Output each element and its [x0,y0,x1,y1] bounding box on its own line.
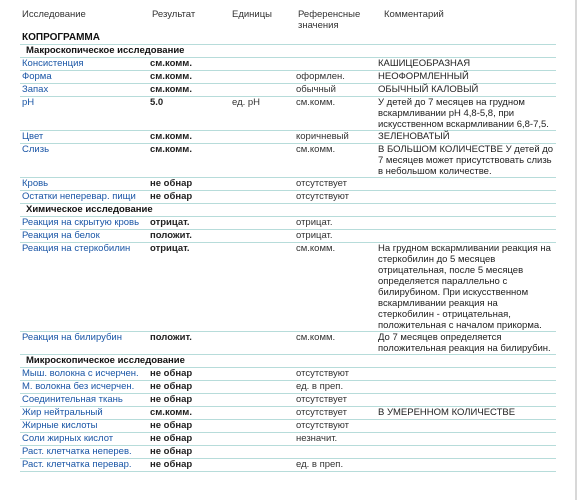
table-row [20,84,556,97]
test-ref: отрицат. [294,230,376,243]
test-comment [376,178,556,191]
test-ref: коричневый [294,131,376,144]
test-ref: отсутствуют [294,191,376,204]
test-result: см.комм. [148,144,230,178]
test-unit [230,407,294,420]
test-comment [376,381,556,394]
test-comment: ОБЫЧНЫЙ КАЛОВЫЙ [376,84,556,97]
test-ref: ед. в преп. [294,459,376,472]
test-result: не обнар [148,178,230,191]
test-result: отрицат. [148,243,230,332]
table-row [20,368,556,381]
test-ref: оформлен. [294,71,376,84]
table-row [20,217,556,230]
header-result: Результат [152,9,196,20]
test-name: Жир нейтральный [20,407,148,420]
test-name: Форма [20,71,148,84]
test-comment: КАШИЦЕОБРАЗНАЯ [376,58,556,71]
test-name: Реакция на стеркобилин [20,243,148,332]
test-result: не обнар [148,394,230,407]
test-name: Реакция на белок [20,230,148,243]
test-comment: До 7 месяцев определяется положительная реакция на билирубин. [376,332,556,355]
test-result: не обнар [148,368,230,381]
test-unit [230,332,294,355]
test-ref: отсутствует [294,178,376,191]
table-row [20,144,556,178]
test-unit [230,144,294,178]
test-unit [230,243,294,332]
table-row [20,394,556,407]
test-result: отрицат. [148,217,230,230]
test-name: Цвет [20,131,148,144]
test-comment: У детей до 7 месяцев на грудном вскармливании pH 4,8-5,8, при искусственном вскармливании 6,8-7,5. [376,97,556,131]
test-result: не обнар [148,381,230,394]
section-row [20,355,556,368]
test-ref: отрицат. [294,217,376,230]
test-ref: см.комм. [294,243,376,332]
test-name: Мыш. волокна с исчерчен. [20,368,148,381]
table-row [20,58,556,71]
test-comment [376,459,556,472]
test-unit [230,394,294,407]
table-row [20,407,556,420]
test-ref: незначит. [294,433,376,446]
test-name: Реакция на скрытую кровь [20,217,148,230]
test-unit [230,230,294,243]
test-ref: ед. в преп. [294,381,376,394]
section-macro: Макроскопическое исследование [20,45,556,58]
test-unit [230,420,294,433]
table-row [20,230,556,243]
test-comment [376,420,556,433]
test-name: Слизь [20,144,148,178]
header-comment: Комментарий [384,9,444,20]
test-ref [294,446,376,459]
test-name: Консистенция [20,58,148,71]
table-row [20,420,556,433]
test-unit [230,459,294,472]
section-chem: Химическое исследование [20,204,556,217]
test-name: Остатки неперевар. пищи [20,191,148,204]
title-row [20,32,556,45]
table-row [20,332,556,355]
test-comment [376,368,556,381]
test-result: положит. [148,230,230,243]
test-ref: см.комм. [294,332,376,355]
test-comment [376,191,556,204]
test-comment [376,446,556,459]
test-comment: ЗЕЛЕНОВАТЫЙ [376,131,556,144]
test-unit [230,381,294,394]
test-comment [376,394,556,407]
test-unit [230,446,294,459]
test-name: М. волокна без исчерчен. [20,381,148,394]
test-result: см.комм. [148,407,230,420]
header-test: Исследование [22,9,86,20]
test-unit [230,433,294,446]
test-name: Реакция на билирубин [20,332,148,355]
test-result: 5.0 [148,97,230,131]
test-name: Раст. клетчатка перевар. [20,459,148,472]
section-micro: Микроскопическое исследование [20,355,556,368]
test-result: см.комм. [148,84,230,97]
test-ref: см.комм. [294,97,376,131]
table-row [20,71,556,84]
test-result: см.комм. [148,58,230,71]
results-table [20,32,556,472]
table-row [20,131,556,144]
test-ref: обычный [294,84,376,97]
test-result: не обнар [148,433,230,446]
test-comment [376,217,556,230]
table-row [20,191,556,204]
test-ref: отсутствуют [294,368,376,381]
test-comment: В УМЕРЕННОМ КОЛИЧЕСТВЕ [376,407,556,420]
test-name: Запах [20,84,148,97]
table-row [20,178,556,191]
section-row [20,204,556,217]
test-ref: отсутствует [294,407,376,420]
test-comment: НЕОФОРМЛЕННЫЙ [376,71,556,84]
test-result: не обнар [148,446,230,459]
test-name: pH [20,97,148,131]
table-header [0,0,577,34]
test-result: положит. [148,332,230,355]
test-result: см.комм. [148,71,230,84]
test-ref [294,58,376,71]
section-row [20,45,556,58]
test-unit [230,71,294,84]
test-comment: На грудном вскармливании реакция на стеркобилин до 5 месяцев отрицательная, после 5 месяцев определяется параллельно с билирубином. При искусственном вскармливании реакция на стеркобилин - отрицательная, положительная с началом прикорма. [376,243,556,332]
test-name: Соединительная ткань [20,394,148,407]
test-name: Жирные кислоты [20,420,148,433]
test-ref: отсутствуют [294,420,376,433]
table-row [20,433,556,446]
test-unit [230,178,294,191]
table-row [20,381,556,394]
test-comment [376,433,556,446]
test-unit: ед. pH [230,97,294,131]
test-unit [230,191,294,204]
header-ref: Референсные значения [298,9,361,31]
test-unit [230,84,294,97]
test-result: не обнар [148,191,230,204]
table-row [20,243,556,332]
test-unit [230,58,294,71]
table-row [20,97,556,131]
test-comment: В БОЛЬШОМ КОЛИЧЕСТВЕ У детей до 7 месяцев может присутствовать слизь в небольшом количестве. [376,144,556,178]
test-ref: см.комм. [294,144,376,178]
test-result: не обнар [148,420,230,433]
test-result: см.комм. [148,131,230,144]
table-row [20,446,556,459]
report-title: КОПРОГРАММА [20,32,556,45]
test-name: Соли жирных кислот [20,433,148,446]
test-comment [376,230,556,243]
test-name: Кровь [20,178,148,191]
test-ref: отсутствует [294,394,376,407]
test-unit [230,368,294,381]
test-unit [230,217,294,230]
test-result: не обнар [148,459,230,472]
table-row [20,459,556,472]
test-unit [230,131,294,144]
test-name: Раст. клетчатка неперев. [20,446,148,459]
header-units: Единицы [232,9,273,20]
